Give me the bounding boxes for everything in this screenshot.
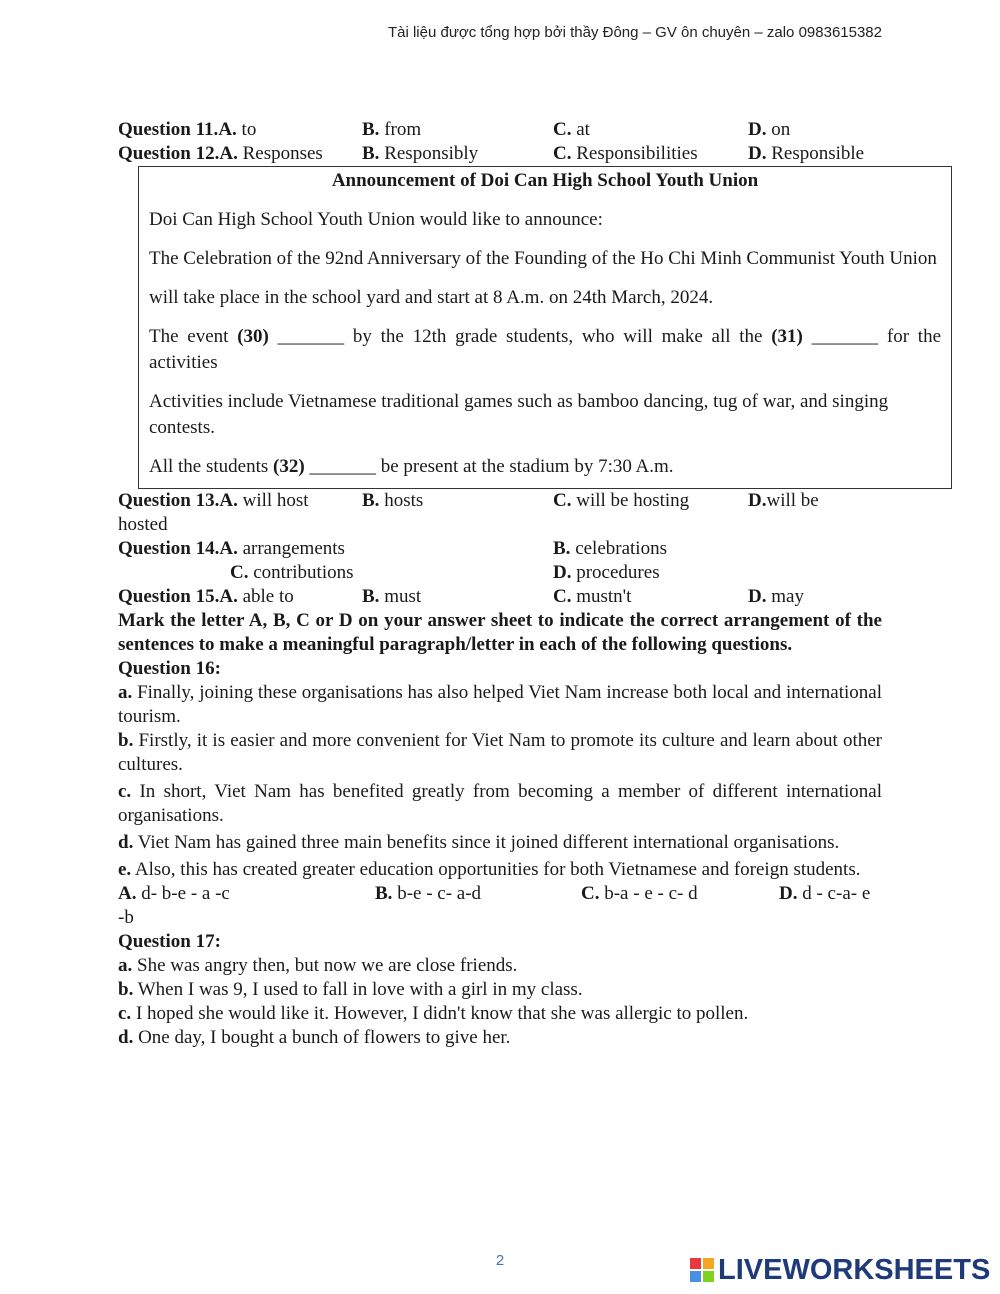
logo-text: LIVEWORKSHEETS [718, 1253, 991, 1286]
question-label: Question 14. [118, 538, 220, 559]
instruction-text: Mark the letter A, B, C or D on your answer sheet to indicate the correct arrangement of the sentences to make a meaningful paragraph/letter in each of the following questions. [118, 610, 882, 655]
question-13: Question 13.A. will host B. hosts C. will be hosting D.will be [118, 490, 819, 511]
option-d[interactable]: may [771, 586, 804, 607]
question-15: Question 15.A. able to B. must C. mustn't D. may [118, 586, 804, 607]
option-b[interactable]: Responsibly [384, 143, 479, 164]
question-14: Question 14.A. arrangements B. celebrations [118, 538, 667, 559]
option-b[interactable]: celebrations [575, 538, 667, 559]
option-b[interactable]: b-e - c- a-d [397, 883, 482, 904]
option-d[interactable]: will be [766, 490, 819, 511]
option-c[interactable]: at [576, 119, 590, 140]
announcement-p2: The Celebration of the 92nd Anniversary of the Founding of the Ho Chi Minh Communist Youth Union [149, 248, 937, 269]
question-11: Question 11.A. to B. from C. at D. on [118, 119, 791, 140]
announcement-box [138, 166, 952, 489]
page-header: Tài liệu được tổng hợp bởi thầy Đông – GV ôn chuyên – zalo 0983615382 [387, 24, 882, 41]
q17-item-a: a. She was angry then, but now we are close friends. [118, 955, 518, 976]
option-b[interactable]: must [384, 586, 422, 607]
option-d[interactable]: on [771, 119, 791, 140]
option-b[interactable]: hosts [384, 490, 424, 511]
blank-31: (31) [771, 326, 803, 347]
question-13-continued [118, 513, 882, 537]
option-a[interactable]: d- b-e - a -c [141, 883, 230, 904]
announcement-p1: Doi Can High School Youth Union would like to announce: [149, 209, 603, 230]
option-d[interactable]: d - c-a- e [802, 883, 871, 904]
announcement-p6: All the students (32) _______ be present at the stadium by 7:30 A.m. [149, 456, 674, 477]
logo-grid-icon [690, 1258, 714, 1282]
option-a[interactable]: to [241, 119, 257, 140]
option-a[interactable]: Responses [242, 143, 323, 164]
q16-item-b: b. Firstly, it is easier and more convenient for Viet Nam to promote its culture and learn about other cultures. [118, 730, 882, 775]
q16-options-continued [118, 906, 882, 930]
question-16-label: Question 16: [118, 658, 221, 679]
question-label: Question 15. [118, 586, 220, 607]
announcement-p5: Activities include Vietnamese traditional games such as bamboo dancing, tug of war, and singing contests. [149, 391, 889, 438]
option-c[interactable]: Responsibilities [576, 143, 698, 164]
question-label: Question 11. [118, 119, 219, 140]
blank-32: (32) [273, 456, 305, 477]
option-d[interactable]: procedures [576, 562, 660, 583]
option-c[interactable]: b-a - e - c- d [604, 883, 698, 904]
announcement-title: Announcement of Doi Can High School Youth Union [331, 170, 759, 191]
page-number: 2 [495, 1252, 505, 1269]
liveworksheets-logo [690, 1254, 990, 1286]
blank-30: (30) [237, 326, 269, 347]
q16-item-c: c. In short, Viet Nam has benefited greatly from becoming a member of different international organisations. [118, 781, 883, 826]
q16-options: A. d- b-e - a -c B. b-e - c- a-d C. b-a - e - c- d D. d - c-a- e [118, 883, 871, 904]
option-b[interactable]: from [384, 119, 422, 140]
option-c[interactable]: contributions [253, 562, 354, 583]
option-d-continued[interactable]: -b [118, 907, 134, 928]
announcement-p3: will take place in the school yard and start at 8 A.m. on 24th March, 2024. [149, 287, 714, 308]
question-label: Question 13. [118, 490, 220, 511]
option-a[interactable]: arrangements [242, 538, 345, 559]
option-a[interactable]: able to [242, 586, 294, 607]
question-14-row2: C. contributions D. procedures [230, 562, 660, 583]
q17-item-c: c. I hoped she would like it. However, I didn't know that she was allergic to pollen. [118, 1003, 749, 1024]
option-a[interactable]: will host [242, 490, 309, 511]
question-12: Question 12.A. Responses B. Responsibly C. Responsibilities D. Responsible [118, 143, 865, 164]
q17-item-d: d. One day, I bought a bunch of flowers to give her. [118, 1027, 511, 1048]
q16-item-a: a. Finally, joining these organisations has also helped Viet Nam increase both local and international tourism. [118, 682, 882, 727]
q17-item-b: b. When I was 9, I used to fall in love with a girl in my class. [118, 979, 583, 1000]
option-d-continued[interactable]: hosted [118, 514, 168, 535]
option-c[interactable]: will be hosting [576, 490, 690, 511]
option-d[interactable]: Responsible [771, 143, 865, 164]
announcement-p4: The event (30) _______ by the 12th grade students, who will make all the (31) _______ for the activities [149, 326, 942, 373]
option-c[interactable]: mustn't [576, 586, 632, 607]
q16-item-d: d. Viet Nam has gained three main benefits since it joined different international organisations. [118, 832, 840, 853]
worksheet-content [118, 118, 942, 1050]
q16-item-e: e. Also, this has created greater education opportunities for both Vietnamese and foreign students. [118, 859, 861, 880]
question-label: Question 12. [118, 143, 220, 164]
question-17-label: Question 17: [118, 931, 221, 952]
